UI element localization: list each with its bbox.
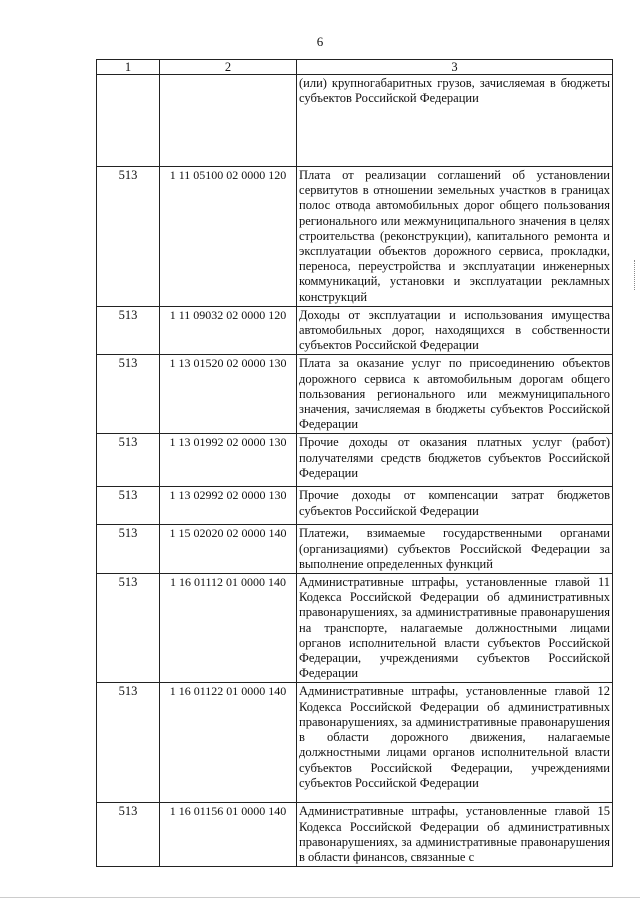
table-row <box>97 355 613 434</box>
description-cell: Плата от реализации соглашений об установлении сервитутов в отношении земельных участков в границах полос отвода автомобильных дорог общего пользования регионального или межмуниципального значения в целях строительства (реконструкции), капитального ремонта и эксплуатации объектов дорожного сервиса, прокладки, переноса, переустройства и эксплуатации инженерных коммуникаций, установки и эксплуатации рекламных конструкций <box>297 167 613 307</box>
table-row <box>97 434 613 487</box>
budget-code-cell: 1 16 01156 01 0000 140 <box>160 803 297 867</box>
admin-code-cell: 513 <box>97 487 160 525</box>
table-row <box>97 487 613 525</box>
table-row <box>97 306 613 355</box>
description-cell: Административные штрафы, установленные главой 11 Кодекса Российской Федерации об административных правонарушениях, за административные правонарушения на транспорте, налагаемые должностными лицами органов исполнительной власти субъектов Российской Федерации, учреждениями субъектов Российской Федерации <box>297 574 613 683</box>
description-cell: Прочие доходы от компенсации затрат бюджетов субъектов Российской Федерации <box>297 487 613 525</box>
admin-code-cell: 513 <box>97 683 160 803</box>
budget-code-cell: 1 11 05100 02 0000 120 <box>160 167 297 307</box>
description-cell: Платежи, взимаемые государственными органами (организациями) субъектов Российской Федерации за выполнение определенных функций <box>297 525 613 574</box>
admin-code-cell: 513 <box>97 434 160 487</box>
column-header-2: 2 <box>160 60 297 75</box>
budget-code-cell: 1 13 01520 02 0000 130 <box>160 355 297 434</box>
table-row <box>97 167 613 307</box>
description-cell: (или) крупногабаритных грузов, зачисляемая в бюджеты субъектов Российской Федерации <box>297 75 613 167</box>
budget-code-cell: 1 16 01112 01 0000 140 <box>160 574 297 683</box>
table-row <box>97 75 613 167</box>
budget-code-cell: 1 13 02992 02 0000 130 <box>160 487 297 525</box>
admin-code-cell: 513 <box>97 574 160 683</box>
description-cell: Административные штрафы, установленные главой 15 Кодекса Российской Федерации об административных правонарушениях, за административные правонарушения в области финансов, связанные с <box>297 803 613 867</box>
admin-code-cell: 513 <box>97 525 160 574</box>
table-row <box>97 803 613 867</box>
admin-code-cell: 513 <box>97 306 160 355</box>
revenue-codes-table <box>96 59 613 867</box>
table-header-row <box>97 60 613 75</box>
description-cell: Административные штрафы, установленные главой 12 Кодекса Российской Федерации об административных правонарушениях, за административные правонарушения в области дорожного движения, налагаемые должностными лицами органов исполнительной власти субъектов Российской Федерации, учреждениями субъектов Российской Федерации <box>297 683 613 803</box>
column-header-3: 3 <box>297 60 613 75</box>
scan-bottom-edge <box>0 897 640 898</box>
budget-code-cell: 1 11 09032 02 0000 120 <box>160 306 297 355</box>
admin-code-cell <box>97 75 160 167</box>
budget-code-cell: 1 13 01992 02 0000 130 <box>160 434 297 487</box>
table-row <box>97 525 613 574</box>
column-header-1: 1 <box>97 60 160 75</box>
budget-code-cell: 1 16 01122 01 0000 140 <box>160 683 297 803</box>
scan-edge-mark <box>634 260 638 290</box>
page-number: 6 <box>316 34 324 49</box>
description-cell: Прочие доходы от оказания платных услуг (работ) получателями средств бюджетов субъектов Российской Федерации <box>297 434 613 487</box>
admin-code-cell: 513 <box>97 803 160 867</box>
budget-code-cell: 1 15 02020 02 0000 140 <box>160 525 297 574</box>
admin-code-cell: 513 <box>97 167 160 307</box>
table-row <box>97 683 613 803</box>
admin-code-cell: 513 <box>97 355 160 434</box>
description-cell: Доходы от эксплуатации и использования имущества автомобильных дорог, находящихся в собственности субъектов Российской Федерации <box>297 306 613 355</box>
description-cell: Плата за оказание услуг по присоединению объектов дорожного сервиса к автомобильным дорогам общего пользования регионального или межмуниципального значения, зачисляемая в бюджеты субъектов Российской Федерации <box>297 355 613 434</box>
table-row <box>97 574 613 683</box>
budget-code-cell <box>160 75 297 167</box>
